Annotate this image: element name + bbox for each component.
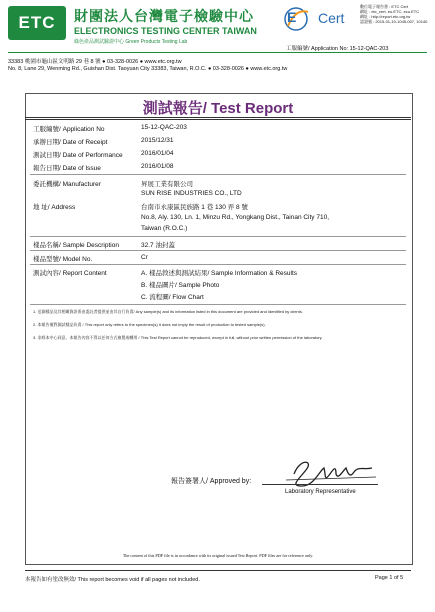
cert-info-line: 網址 : http://report.etc.org.tw [360,14,411,19]
application-no-label: 工服編號/ Application No [33,126,105,133]
section-divider [30,174,406,175]
date-of-issue-label: 報告日期/ Date of Issue [33,165,101,172]
date-of-receipt-value: 2015/12/31 [141,137,174,144]
report-content-label: 測試內容/ Report Content [33,270,107,277]
address-english-line2: Taiwan (R.O.C.) [141,225,188,232]
date-of-receipt-label: 承辦日期/ Date of Receipt [33,139,108,146]
title-divider [25,119,411,120]
signature-image [280,452,380,492]
cert-info-line: 網址 : etc_cert, eu.ETC, ecu.ETC [360,9,420,14]
note-item: 3. 非經本中心同意，本報告內容不得以任何方式複製或轉用 / This Test Report cannot be reproduced, except in full, without prior written permission of the laboratory. [33,335,323,340]
address-chinese: 台南市永康區民族路 1 巷 130 弄 8 號 [141,204,248,211]
footer-void-notice: 本報告如有塗改無效/ This report becomes void if all pages not included. [25,577,200,583]
cert-info [360,4,430,24]
note-item: 2. 本報告僅對測試樣品負責 / This report only refers to the specimen(s) it does not imply the result of production to tested sample(s). [33,322,266,327]
cert-info-line: 數位電子報告書 : ETC Cert [360,4,409,9]
address-label: 地 址/ Address [33,204,76,211]
org-address-english: No. 8, Lane 29, Wenming Rd., Guishan Dist. Taoyuan City 33383, Taiwan, R.O.C. ● 03-328-0026 ● www.etc.org.tw [8,66,288,72]
section-divider [30,264,406,265]
manufacturer-label: 委託機構/ Manufacturer [33,181,101,188]
org-address-chinese: 33383 桃園市龜山區文明路 29 巷 8 號 ● 03-328-0026 ● www.etc.org.tw [8,59,182,65]
cert-info-line: 認證號 : 2015-01-10-1045-007, 10140 [360,19,428,24]
page-title: 測試報告/ Test Report [142,100,294,117]
etc-logo: ETC [8,6,66,40]
report-content-item: B. 樣品圖片/ Sample Photo [141,282,220,289]
date-of-performance-label: 測試日期/ Date of Performance [33,152,123,159]
ecert-logo-text: Cert [318,10,345,26]
model-no-value: Cr [141,254,148,261]
approved-by-label: 報告簽署人/ Approved by: [171,478,252,485]
report-content-item: A. 樣品敘述與測試結果/ Sample Information & Results [141,270,298,277]
section-divider [30,236,406,237]
footer-divider [25,570,411,571]
section-divider [30,250,406,251]
org-name-chinese: 財團法人台灣電子檢驗中心 [74,8,254,24]
application-no-header: 工服編號/ Application No: 15-12-QAC-203 [286,46,389,52]
signature-line [262,484,378,485]
note-item: 1. 送測樣品及其相關資訊係由委託者提供並由其自行負責/ Any sample(s) and its information listed in this document are provided and identified by clients. [33,309,303,314]
sample-description-value: 32.7 油封蓋 [141,242,175,249]
ecert-logo-letter: E [287,9,297,25]
sample-description-label: 樣品名稱/ Sample Description [33,242,119,249]
header-divider [8,52,427,53]
model-no-label: 樣品型號/ Model No. [33,256,93,263]
pdf-disclaimer: The content of this PDF file is in accordance with its original issued Test Report. PDF files are for reference only. [122,553,314,558]
manufacturer-name-chinese: 昇展工業有限公司 [141,181,193,188]
org-name-english: ELECTRONICS TESTING CENTER TAIWAN [74,26,257,36]
application-no-value: 15-12-QAC-203 [141,124,187,131]
signatory-title: Laboratory Representative [285,489,356,495]
date-of-issue-value: 2016/01/08 [141,163,174,170]
date-of-performance-value: 2016/01/04 [141,150,174,157]
section-divider [30,304,406,305]
manufacturer-name-english: SUN RISE INDUSTRIES CO., LTD [141,190,242,197]
address-english-line1: No.8, Aly. 130, Ln. 1, Minzu Rd., Yongkang Dist., Tainan City 710, [141,214,330,221]
org-subtitle: 綠色產品測試驗證中心 Green Products Testing Lab [74,39,188,45]
title-divider [25,117,411,118]
page-number: Page 1 of 5 [375,575,404,581]
report-content-item: C. 流程圖/ Flow Chart [141,294,204,301]
